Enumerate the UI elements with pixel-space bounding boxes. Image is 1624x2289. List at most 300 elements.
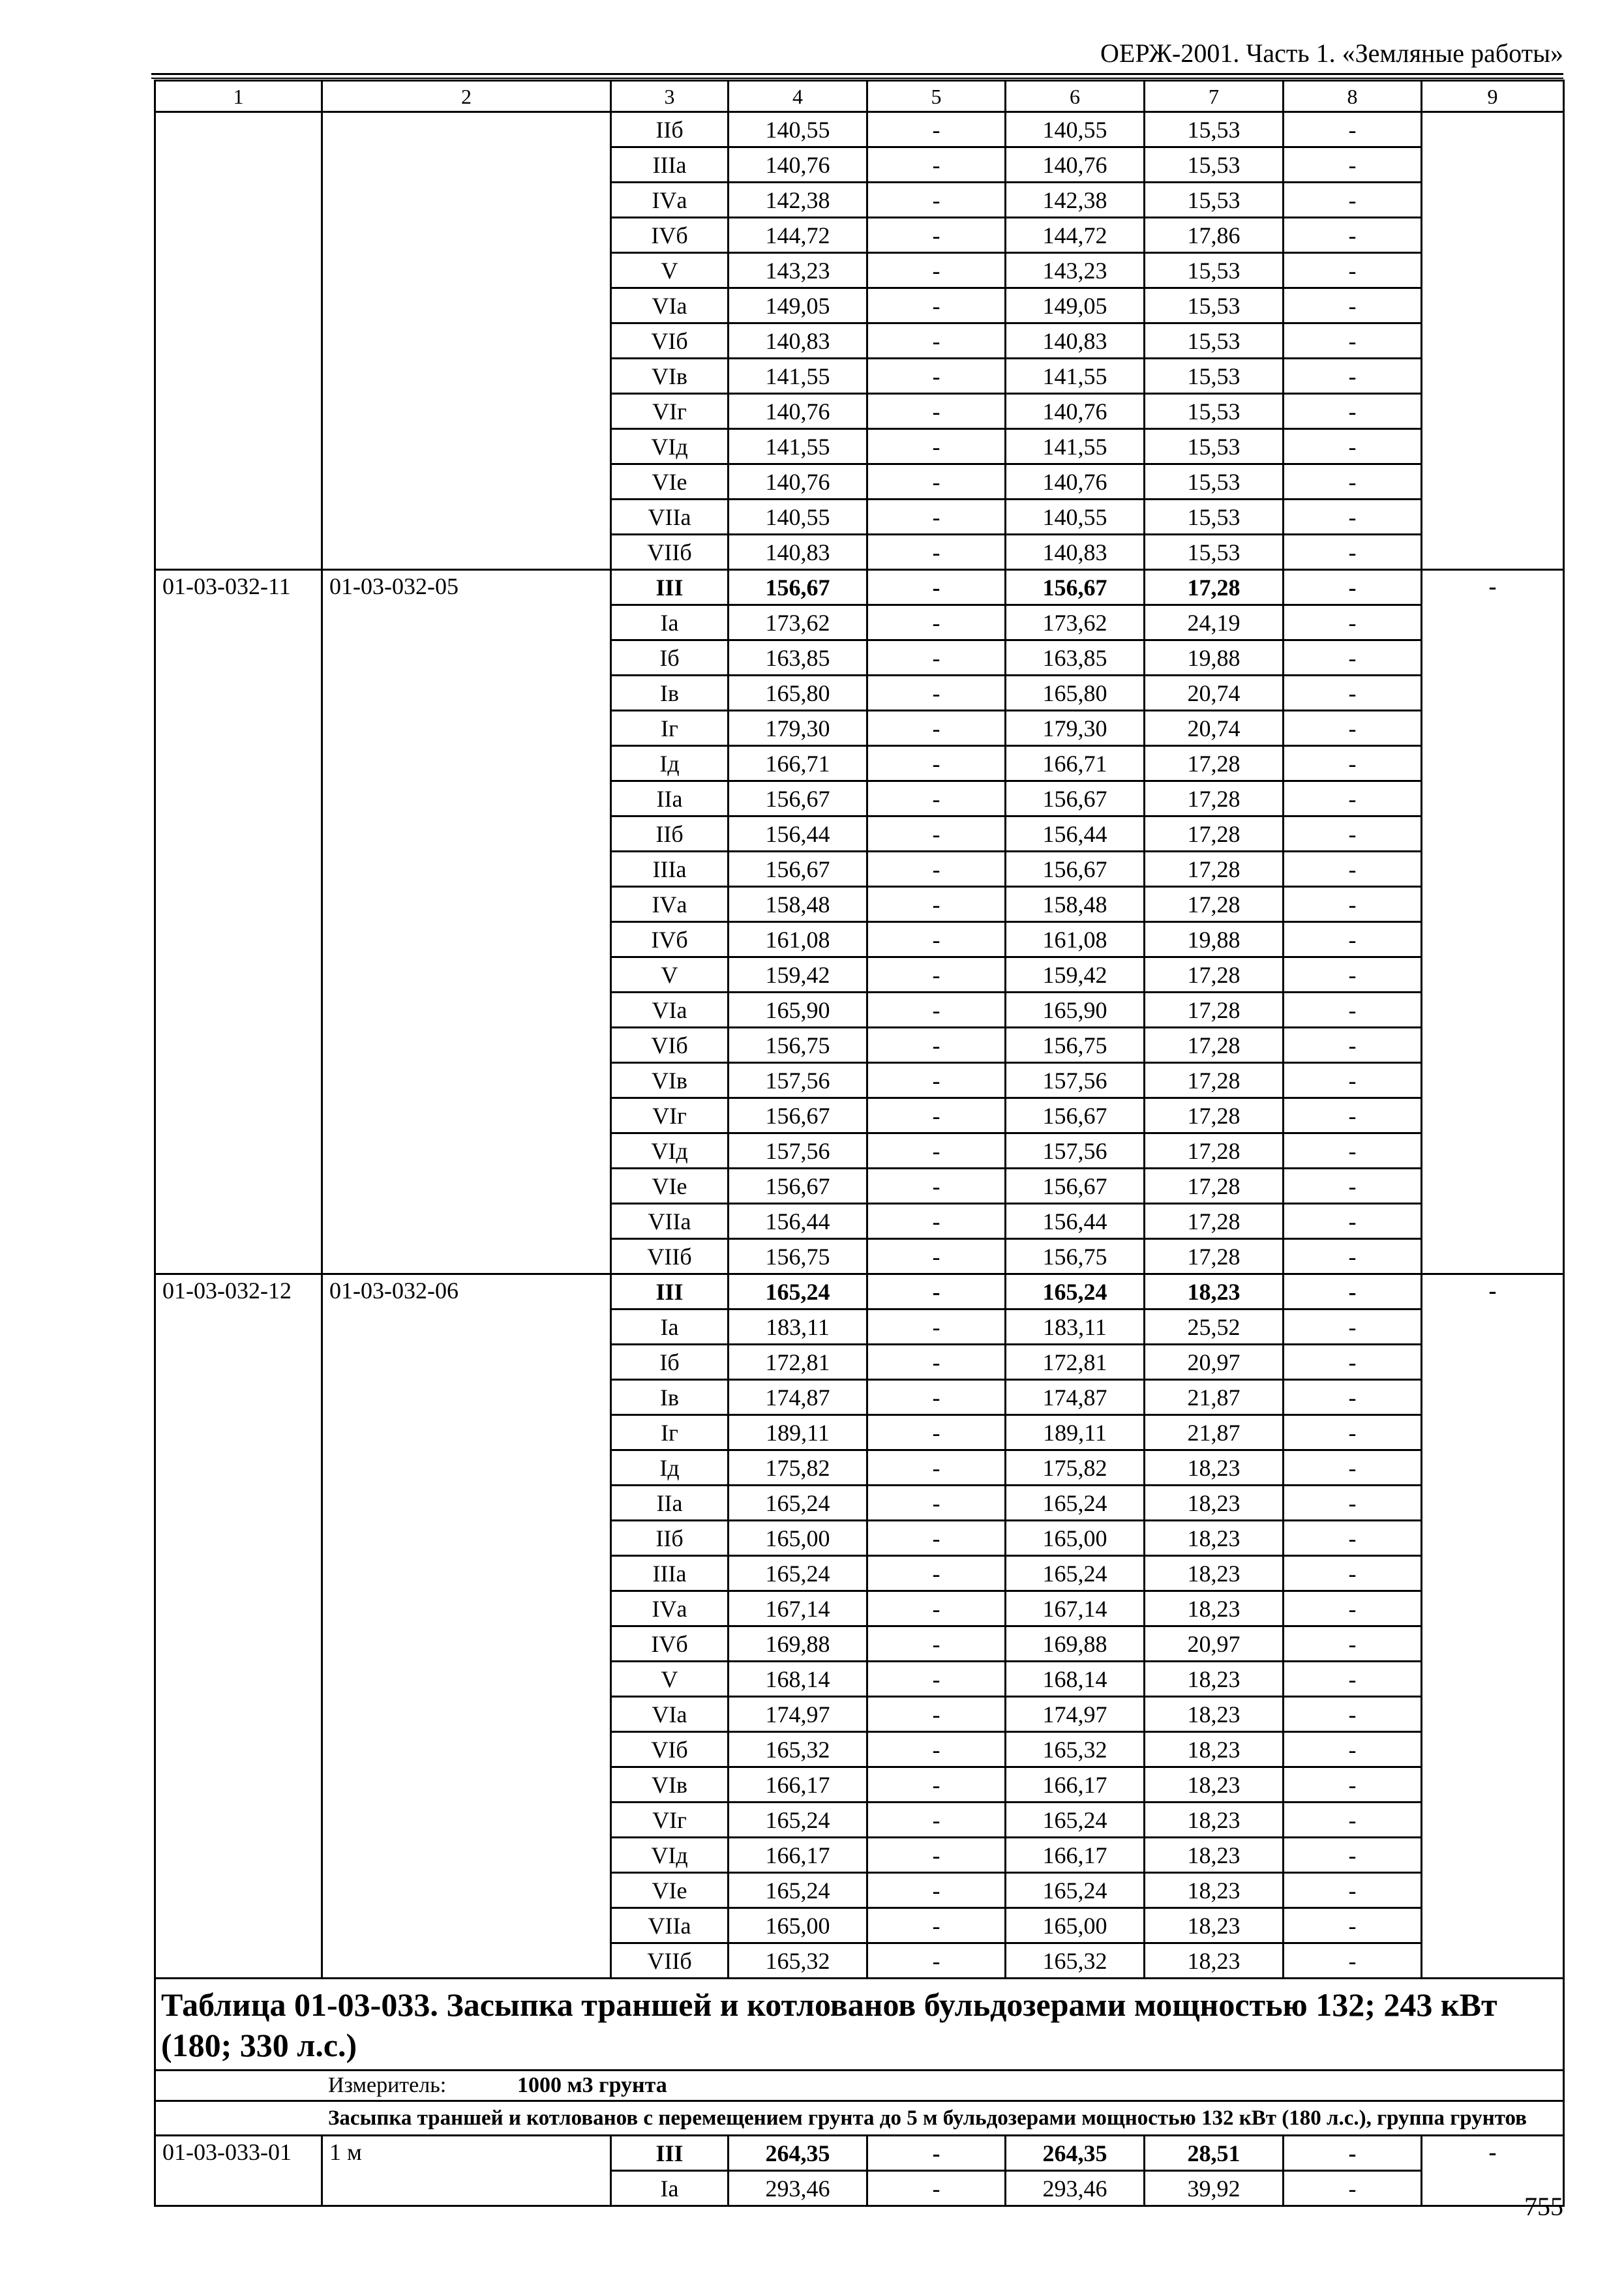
value-cell: 156,75 (729, 1239, 867, 1274)
value-cell: 28,51 (1145, 2136, 1284, 2171)
value-cell: - (1284, 1838, 1422, 1873)
norm-code: 01-03-032-12 (155, 1274, 322, 1979)
value-cell: - (867, 2136, 1006, 2171)
value-cell: 157,56 (1006, 1063, 1145, 1098)
soil-group: IVа (611, 887, 729, 922)
value-cell: 166,17 (729, 1767, 867, 1803)
value-cell: 140,76 (729, 394, 867, 429)
value-cell: 143,23 (1006, 253, 1145, 288)
value-cell: - (1284, 429, 1422, 464)
soil-group: VIб (611, 1732, 729, 1767)
value-cell: 17,28 (1145, 746, 1284, 781)
value-cell: 165,24 (729, 1274, 867, 1309)
value-cell: 140,76 (729, 464, 867, 500)
value-cell: - (1284, 640, 1422, 676)
value-cell: - (1284, 112, 1422, 147)
value-cell: 157,56 (729, 1133, 867, 1169)
value-cell: 141,55 (1006, 359, 1145, 394)
value-cell: - (1284, 1697, 1422, 1732)
value-cell: 140,83 (1006, 535, 1145, 570)
value-cell: 157,56 (1006, 1133, 1145, 1169)
norm-reference (322, 112, 611, 570)
soil-group: IVа (611, 1591, 729, 1626)
value-cell: - (1284, 957, 1422, 993)
soil-group: VIд (611, 429, 729, 464)
value-cell: 166,71 (1006, 746, 1145, 781)
value-cell: 161,08 (729, 922, 867, 957)
value-cell: - (867, 1450, 1006, 1486)
value-cell: 18,23 (1145, 1697, 1284, 1732)
value-cell: 18,23 (1145, 1767, 1284, 1803)
value-cell: - (867, 1345, 1006, 1380)
value-cell: - (1284, 676, 1422, 711)
soil-group: VIд (611, 1133, 729, 1169)
soil-group: VIв (611, 359, 729, 394)
value-cell: - (1284, 1239, 1422, 1274)
value-cell: 17,28 (1145, 1169, 1284, 1204)
table-title-row (155, 1979, 1564, 2071)
value-cell: - (867, 1133, 1006, 1169)
value-cell: 18,23 (1145, 1521, 1284, 1556)
column-number: 6 (1006, 81, 1145, 112)
value-cell: - (867, 1415, 1006, 1450)
value-cell: 18,23 (1145, 1662, 1284, 1697)
soil-group: VIIа (611, 1908, 729, 1943)
value-cell: 166,71 (729, 746, 867, 781)
value-cell: 165,80 (1006, 676, 1145, 711)
value-cell: 149,05 (1006, 288, 1145, 323)
soil-group: VIг (611, 394, 729, 429)
soil-group: Iв (611, 676, 729, 711)
value-cell: - (867, 183, 1006, 218)
value-cell: 165,32 (1006, 1943, 1145, 1979)
norm-code (155, 112, 322, 570)
soil-group: VIе (611, 1169, 729, 1204)
value-cell: 17,28 (1145, 816, 1284, 852)
value-cell: 149,05 (729, 288, 867, 323)
value-cell: - (867, 1908, 1006, 1943)
value-cell: - (867, 1486, 1006, 1521)
value-cell: - (867, 957, 1006, 993)
soil-group: Iг (611, 1415, 729, 1450)
value-cell: - (1284, 1345, 1422, 1380)
soil-group: IIб (611, 1521, 729, 1556)
value-cell: - (1284, 323, 1422, 359)
soil-group: III (611, 1274, 729, 1309)
soil-group: Iв (611, 1380, 729, 1415)
value-cell: 156,67 (729, 781, 867, 816)
value-cell: 189,11 (729, 1415, 867, 1450)
value-cell: 293,46 (729, 2171, 867, 2206)
value-cell: 293,46 (1006, 2171, 1145, 2206)
value-cell: - (1284, 1521, 1422, 1556)
value-cell: - (867, 1239, 1006, 1274)
soil-group: V (611, 253, 729, 288)
column-number: 9 (1422, 81, 1564, 112)
value-cell: 15,53 (1145, 112, 1284, 147)
value-cell: - (1284, 1732, 1422, 1767)
value-cell: - (1284, 711, 1422, 746)
value-cell: 140,55 (1006, 112, 1145, 147)
value-cell: - (1284, 183, 1422, 218)
soil-group: VIв (611, 1063, 729, 1098)
value-cell: 17,28 (1145, 993, 1284, 1028)
soil-group: VIIа (611, 500, 729, 535)
value-cell: - (867, 2171, 1006, 2206)
value-cell: 141,55 (1006, 429, 1145, 464)
soil-group: Iд (611, 1450, 729, 1486)
value-cell: - (867, 1591, 1006, 1626)
soil-group: III (611, 2136, 729, 2171)
value-cell: - (1284, 464, 1422, 500)
soil-group: IIIа (611, 1556, 729, 1591)
soil-group: IVа (611, 183, 729, 218)
value-cell: - (867, 1662, 1006, 1697)
value-cell: 15,53 (1145, 535, 1284, 570)
value-cell: - (867, 922, 1006, 957)
value-cell: 165,24 (729, 1803, 867, 1838)
value-cell: 169,88 (729, 1626, 867, 1662)
value-cell: 19,88 (1145, 922, 1284, 957)
value-cell: 165,00 (1006, 1908, 1145, 1943)
soil-group: IIIа (611, 147, 729, 183)
table-row (155, 1274, 1564, 1309)
value-cell: 25,52 (1145, 1309, 1284, 1345)
value-cell: 175,82 (1006, 1450, 1145, 1486)
value-cell: - (867, 1309, 1006, 1345)
value-cell: 20,74 (1145, 676, 1284, 711)
value-cell: 20,74 (1145, 711, 1284, 746)
value-cell: - (1284, 1274, 1422, 1309)
value-cell: 158,48 (1006, 887, 1145, 922)
measure-row (155, 2071, 1564, 2101)
soil-group: Iб (611, 640, 729, 676)
value-cell: - (867, 1732, 1006, 1767)
soil-group: Iа (611, 2171, 729, 2206)
value-cell: 165,24 (729, 1556, 867, 1591)
column-number: 8 (1284, 81, 1422, 112)
soil-group: IVб (611, 1626, 729, 1662)
value-cell: 18,23 (1145, 1450, 1284, 1486)
soil-group: V (611, 1662, 729, 1697)
value-cell: 18,23 (1145, 1486, 1284, 1521)
value-cell: 17,28 (1145, 887, 1284, 922)
column-number: 5 (867, 81, 1006, 112)
value-cell: 156,67 (729, 1169, 867, 1204)
value-cell: - (1284, 1204, 1422, 1239)
value-cell: - (867, 1626, 1006, 1662)
value-cell: 189,11 (1006, 1415, 1145, 1450)
soil-group: Iа (611, 1309, 729, 1345)
value-cell: - (867, 1028, 1006, 1063)
value-cell: 15,53 (1145, 500, 1284, 535)
value-cell: - (1284, 570, 1422, 605)
value-cell: 18,23 (1145, 1556, 1284, 1591)
value-cell: - (867, 1204, 1006, 1239)
soil-group: VIа (611, 1697, 729, 1732)
value-cell: - (1284, 147, 1422, 183)
value-cell: 165,00 (729, 1908, 867, 1943)
soil-group: VIIб (611, 1943, 729, 1979)
value-cell: 156,44 (1006, 816, 1145, 852)
value-cell: 143,23 (729, 253, 867, 288)
value-cell: 15,53 (1145, 147, 1284, 183)
value-cell: - (1284, 1098, 1422, 1133)
measure-cell (155, 2071, 1564, 2101)
norms-table (154, 80, 1565, 2207)
soil-group: VIв (611, 1767, 729, 1803)
value-cell: 140,55 (729, 112, 867, 147)
value-cell: - (1284, 1380, 1422, 1415)
value-cell: 17,28 (1145, 1204, 1284, 1239)
norm-reference: 1 м (322, 2136, 611, 2206)
value-cell: - (867, 288, 1006, 323)
value-cell: 18,23 (1145, 1274, 1284, 1309)
value-cell: 15,53 (1145, 394, 1284, 429)
value-cell: 140,76 (1006, 147, 1145, 183)
value-cell: - (1284, 500, 1422, 535)
value-cell: 156,44 (1006, 1204, 1145, 1239)
value-cell: - (1284, 1133, 1422, 1169)
value-cell: 174,97 (729, 1697, 867, 1732)
value-cell: 17,28 (1145, 1028, 1284, 1063)
soil-group: Iа (611, 605, 729, 640)
value-cell: 141,55 (729, 359, 867, 394)
value-cell: 17,28 (1145, 1063, 1284, 1098)
value-cell: - (867, 640, 1006, 676)
value-cell: 156,67 (729, 852, 867, 887)
value-cell: - (867, 1063, 1006, 1098)
value-cell: 174,87 (1006, 1380, 1145, 1415)
value-cell: 165,00 (729, 1521, 867, 1556)
soil-group: VIб (611, 323, 729, 359)
value-cell: 17,28 (1145, 781, 1284, 816)
value-cell: - (1284, 288, 1422, 323)
value-cell: 156,44 (729, 1204, 867, 1239)
value-cell: 19,88 (1145, 640, 1284, 676)
value-cell: 140,76 (1006, 394, 1145, 429)
value-cell: 140,83 (729, 535, 867, 570)
value-cell: 165,00 (1006, 1521, 1145, 1556)
value-cell: 168,14 (1006, 1662, 1145, 1697)
value-cell: 15,53 (1145, 359, 1284, 394)
value-cell: 144,72 (1006, 218, 1145, 253)
section-row (155, 2101, 1564, 2136)
table-row (155, 570, 1564, 605)
soil-group: VIа (611, 993, 729, 1028)
value-cell: 156,67 (1006, 1098, 1145, 1133)
value-cell: - (1284, 993, 1422, 1028)
value-cell: - (867, 359, 1006, 394)
page-number: 755 (1524, 2192, 1563, 2221)
value-cell: - (1284, 359, 1422, 394)
value-cell: 161,08 (1006, 922, 1145, 957)
value-cell: - (867, 323, 1006, 359)
soil-group: IVб (611, 922, 729, 957)
value-cell: 168,14 (729, 1662, 867, 1697)
value-cell: - (867, 1556, 1006, 1591)
value-cell: 157,56 (729, 1063, 867, 1098)
value-cell: - (1284, 1873, 1422, 1908)
soil-group: IIIа (611, 852, 729, 887)
value-cell: - (1284, 1063, 1422, 1098)
value-cell: 140,55 (729, 500, 867, 535)
value-cell: 15,53 (1145, 183, 1284, 218)
table-title: Таблица 01-03-033. Засыпка траншей и котлованов бульдозерами мощностью 132; 243 кВт (180; 330 л.с.) (155, 1979, 1564, 2071)
value-cell: - (867, 535, 1006, 570)
value-cell: - (1284, 1591, 1422, 1626)
value-cell: - (867, 1803, 1006, 1838)
value-cell: 15,53 (1145, 288, 1284, 323)
value-cell: 17,28 (1145, 1239, 1284, 1274)
soil-group: VIб (611, 1028, 729, 1063)
soil-group: IIб (611, 112, 729, 147)
value-cell: 165,90 (729, 993, 867, 1028)
value-cell: 20,97 (1145, 1345, 1284, 1380)
value-cell: 18,23 (1145, 1908, 1284, 1943)
value-cell: 15,53 (1145, 253, 1284, 288)
soil-group: VIд (611, 1838, 729, 1873)
value-cell: - (867, 781, 1006, 816)
value-cell: 140,76 (1006, 464, 1145, 500)
value-cell: 173,62 (729, 605, 867, 640)
value-cell: 17,28 (1145, 570, 1284, 605)
value-cell: 158,48 (729, 887, 867, 922)
value-cell: - (867, 218, 1006, 253)
column-9-value: - (1422, 570, 1564, 1274)
value-cell: - (867, 711, 1006, 746)
soil-group: VIг (611, 1803, 729, 1838)
value-cell: 18,23 (1145, 1873, 1284, 1908)
value-cell: 140,55 (1006, 500, 1145, 535)
value-cell: 163,85 (1006, 640, 1145, 676)
value-cell: - (1284, 218, 1422, 253)
value-cell: 17,28 (1145, 852, 1284, 887)
value-cell: 156,75 (1006, 1028, 1145, 1063)
value-cell: - (867, 1169, 1006, 1204)
value-cell: 165,24 (1006, 1803, 1145, 1838)
soil-group: VIIб (611, 535, 729, 570)
value-cell: 173,62 (1006, 605, 1145, 640)
value-cell: - (1284, 253, 1422, 288)
soil-group: VIIб (611, 1239, 729, 1274)
value-cell: 172,81 (1006, 1345, 1145, 1380)
value-cell: - (867, 112, 1006, 147)
soil-group: IIа (611, 1486, 729, 1521)
value-cell: 165,90 (1006, 993, 1145, 1028)
column-number-row (155, 81, 1564, 112)
value-cell: - (867, 1838, 1006, 1873)
value-cell: - (867, 464, 1006, 500)
soil-group: Iг (611, 711, 729, 746)
value-cell: - (867, 993, 1006, 1028)
value-cell: 159,42 (729, 957, 867, 993)
value-cell: 18,23 (1145, 1803, 1284, 1838)
value-cell: 15,53 (1145, 464, 1284, 500)
value-cell: 165,24 (729, 1486, 867, 1521)
value-cell: - (1284, 781, 1422, 816)
soil-group: IIб (611, 816, 729, 852)
value-cell: - (1284, 887, 1422, 922)
value-cell: - (1284, 1450, 1422, 1486)
value-cell: - (867, 253, 1006, 288)
value-cell: - (867, 1521, 1006, 1556)
value-cell: 183,11 (729, 1309, 867, 1345)
value-cell: - (867, 887, 1006, 922)
soil-group: V (611, 957, 729, 993)
value-cell: - (1284, 1169, 1422, 1204)
value-cell: - (867, 1697, 1006, 1732)
value-cell: - (1284, 1415, 1422, 1450)
value-cell: - (1284, 1028, 1422, 1063)
measure-value: 1000 м3 грунта (517, 2073, 667, 2097)
value-cell: 15,53 (1145, 323, 1284, 359)
value-cell: - (1284, 1803, 1422, 1838)
soil-group: VIе (611, 1873, 729, 1908)
value-cell: 156,67 (729, 1098, 867, 1133)
measure-label: Измеритель: (328, 2073, 447, 2097)
value-cell: - (867, 1873, 1006, 1908)
value-cell: 21,87 (1145, 1380, 1284, 1415)
value-cell: 18,23 (1145, 1591, 1284, 1626)
value-cell: - (867, 816, 1006, 852)
value-cell: 165,80 (729, 676, 867, 711)
value-cell: - (867, 570, 1006, 605)
value-cell: - (867, 1380, 1006, 1415)
value-cell: 17,86 (1145, 218, 1284, 253)
table-row (155, 112, 1564, 147)
value-cell: 156,75 (729, 1028, 867, 1063)
column-number: 2 (322, 81, 611, 112)
table-row (155, 2136, 1564, 2171)
column-number: 4 (729, 81, 867, 112)
value-cell: 140,83 (1006, 323, 1145, 359)
value-cell: 167,14 (1006, 1591, 1145, 1626)
value-cell: 156,44 (729, 816, 867, 852)
value-cell: - (1284, 922, 1422, 957)
value-cell: 175,82 (729, 1450, 867, 1486)
value-cell: 165,24 (1006, 1274, 1145, 1309)
section-title: Засыпка траншей и котлованов с перемещением грунта до 5 м бульдозерами мощностью 132 кВт (180 л.с.), группа грунтов (155, 2101, 1564, 2136)
value-cell: - (867, 676, 1006, 711)
value-cell: 24,19 (1145, 605, 1284, 640)
value-cell: 165,24 (1006, 1556, 1145, 1591)
value-cell: 165,32 (729, 1943, 867, 1979)
value-cell: 172,81 (729, 1345, 867, 1380)
value-cell: 165,32 (1006, 1732, 1145, 1767)
value-cell: - (867, 394, 1006, 429)
column-number: 3 (611, 81, 729, 112)
value-cell: - (1284, 605, 1422, 640)
value-cell: - (1284, 852, 1422, 887)
value-cell: - (867, 1098, 1006, 1133)
soil-group: VIIа (611, 1204, 729, 1239)
value-cell: - (867, 1943, 1006, 1979)
value-cell: - (867, 605, 1006, 640)
value-cell: 17,28 (1145, 957, 1284, 993)
value-cell: 156,67 (1006, 570, 1145, 605)
soil-group: IVб (611, 218, 729, 253)
value-cell: 163,85 (729, 640, 867, 676)
value-cell: 174,97 (1006, 1697, 1145, 1732)
soil-group: VIа (611, 288, 729, 323)
page-header (151, 37, 1563, 75)
column-9-value: - (1422, 2136, 1564, 2206)
value-cell: 166,17 (729, 1838, 867, 1873)
value-cell: 165,24 (1006, 1873, 1145, 1908)
value-cell: 142,38 (1006, 183, 1145, 218)
value-cell: 156,67 (1006, 852, 1145, 887)
